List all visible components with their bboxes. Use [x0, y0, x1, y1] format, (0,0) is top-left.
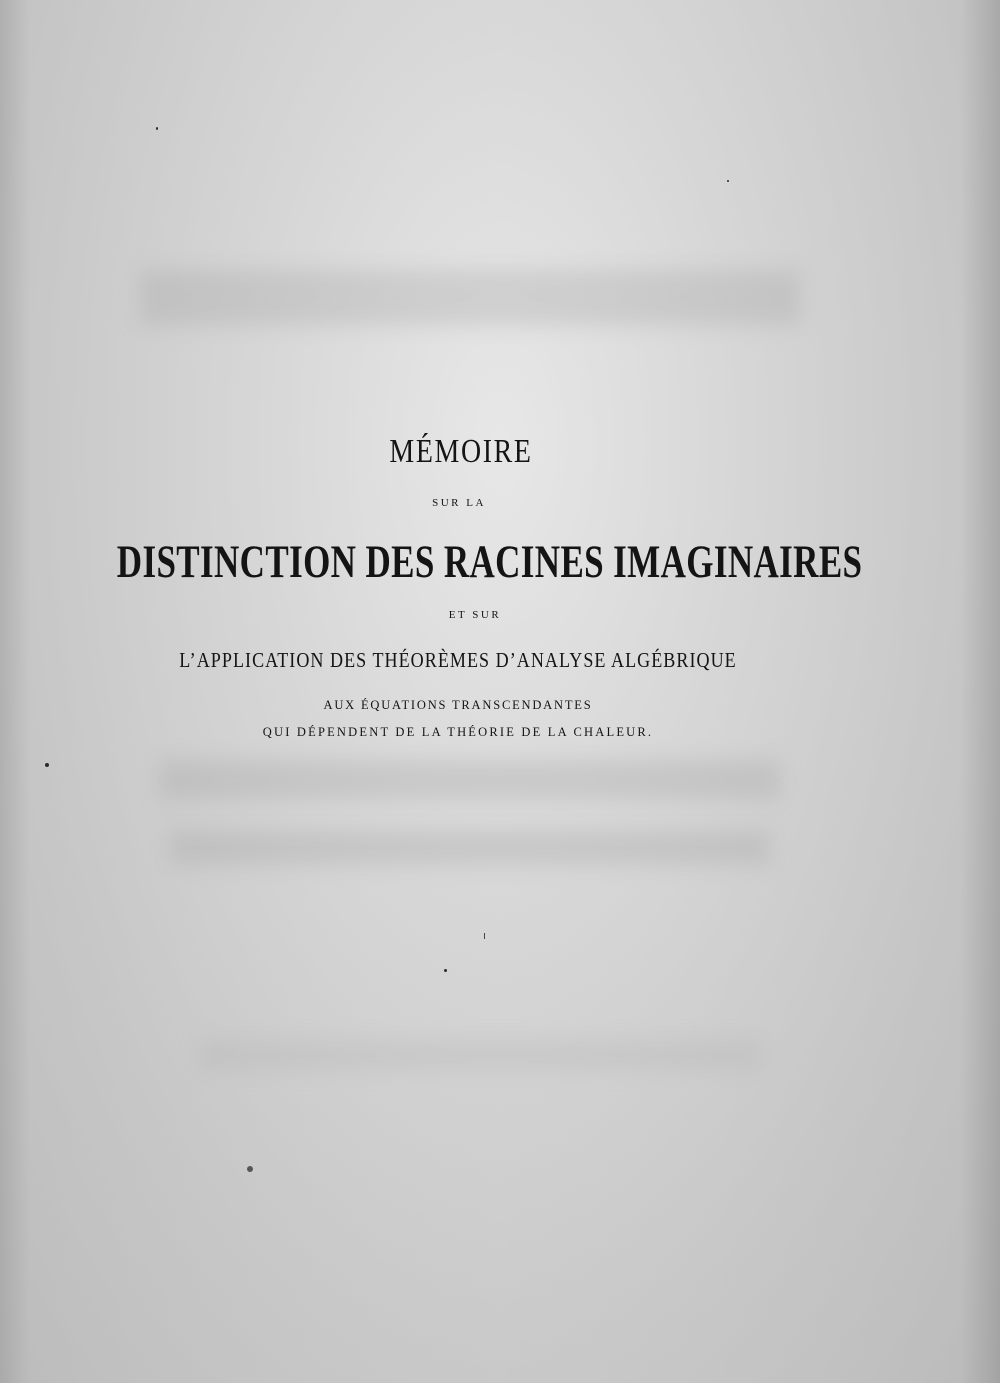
show-through-band [200, 1040, 760, 1070]
show-through-band [160, 760, 780, 800]
show-through-band [140, 270, 800, 325]
page-left-shadow [0, 0, 30, 1383]
ink-speck [247, 1166, 253, 1172]
application-subtitle: L’APPLICATION DES THÉORÈMES D’ANALYSE ALGÉBRIQUE [179, 648, 737, 672]
show-through-band [170, 830, 770, 865]
sur-la-connector: SUR LA [432, 497, 486, 509]
aux-equations-line: AUX ÉQUATIONS TRANSCENDANTES [323, 698, 593, 712]
ink-speck [444, 969, 447, 972]
ink-speck [484, 933, 485, 939]
theorie-chaleur-line: QUI DÉPENDENT DE LA THÉORIE DE LA CHALEUR. [262, 725, 654, 739]
page-right-shadow [960, 0, 1000, 1383]
main-title: DISTINCTION DES RACINES IMAGINAIRES [116, 536, 863, 588]
memoire-heading: MÉMOIRE [389, 433, 533, 470]
et-sur-connector: ET SUR [448, 609, 502, 621]
ink-speck [727, 180, 729, 182]
ink-speck [45, 763, 49, 767]
ink-speck [156, 127, 158, 130]
